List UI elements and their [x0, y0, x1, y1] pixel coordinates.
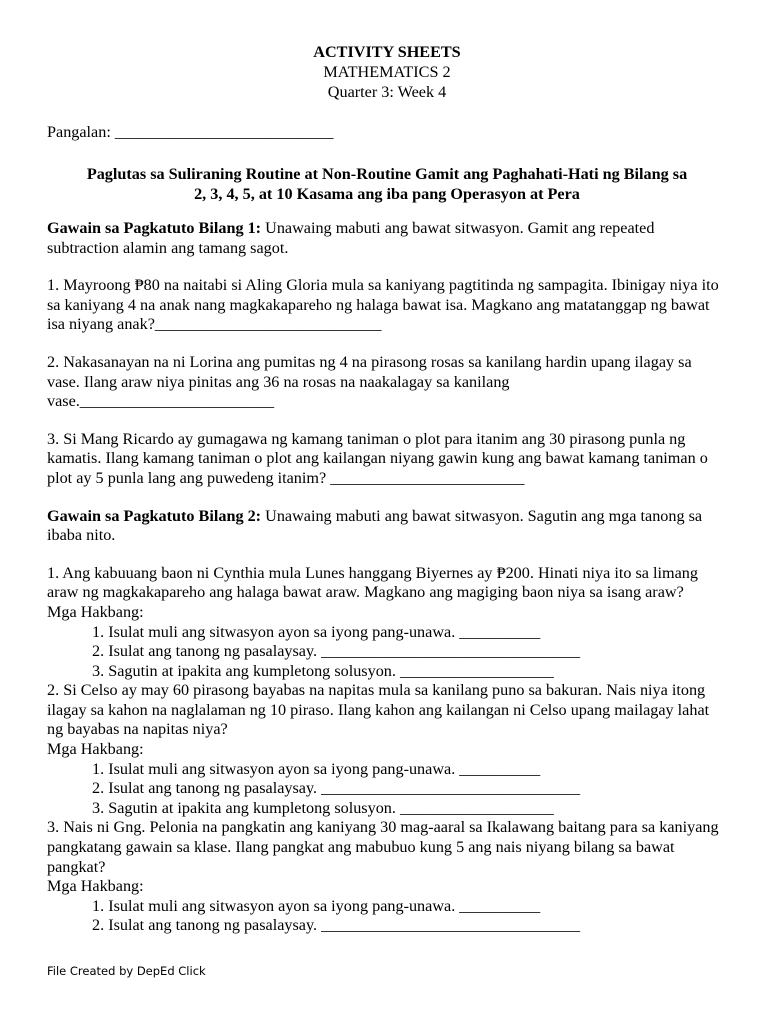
- step-item: 3. Sagutin at ipakita ang kumpletong solusyon. ___________________: [92, 661, 554, 680]
- step-item: 3. Sagutin at ipakita ang kumpletong solusyon. ___________________: [92, 798, 554, 817]
- step-item: 2. Isulat ang tanong ng pasalaysay. ________________________________: [92, 779, 581, 798]
- gawain-2-item-2: [47, 681, 727, 818]
- gawain-1-item-3: 3. Si Mang Ricardo ay gumagawa ng kamang taniman o plot para itanim ang 30 pirasong punla ng kamatis. Ilang kamang taniman o plot ang kailangan niyang gawin kung ang bawat kamang taniman o plot ay 5 punla lang ang puwedeng itanim? ________________________: [47, 429, 708, 487]
- step-item: 1. Isulat muli ang sitwasyon ayon sa iyong pang-unawa. __________: [92, 622, 541, 641]
- steps-label: Mga Hakbang:: [47, 602, 144, 621]
- step-item: 1. Isulat muli ang sitwasyon ayon sa iyong pang-unawa. __________: [92, 759, 541, 778]
- step-item: 2. Isulat ang tanong ng pasalaysay. ________________________________: [92, 916, 581, 935]
- topic-line-2: 2, 3, 4, 5, at 10 Kasama ang iba pang Operasyon at Pera: [194, 185, 580, 203]
- gawain-1-item-1: 1. Mayroong ₱80 na naitabi si Aling Gloria mula sa kaniyang pagtitinda ng sampagita. Ibinigay niya ito sa kaniyang 4 na anak nang magkakapareho ng halaga bawat isa. Magkano ang matatanggap ng bawat isa niyang anak?____________________________: [47, 276, 719, 334]
- gawain-2-text: Unawaing mabuti ang bawat sitwasyon. Sagutin ang mga tanong sa ibaba nito.: [47, 506, 703, 545]
- activity-sheet: [47, 42, 727, 936]
- steps-label: Mga Hakbang:: [47, 740, 144, 759]
- gawain-1-instruction: [47, 219, 727, 258]
- name-field-line: Pangalan: ___________________________: [47, 123, 334, 141]
- problem-text: 3. Nais ni Gng. Pelonia na pangkatin ang kaniyang 30 mag-aaral sa Ikalawang baitang para sa kaniyang pangkatang gawain sa klase. Ilang pangkat ang mabubuo kung 5 ang nais niyang bilang sa bawat pangkat?: [47, 818, 719, 876]
- steps-label: Mga Hakbang:: [47, 877, 144, 896]
- quarter-week: Quarter 3: Week 4: [327, 83, 447, 101]
- gawain-1-label: Gawain sa Pagkatuto Bilang 1:: [47, 219, 262, 237]
- footer-credit: File Created by DepEd Click: [47, 964, 206, 978]
- topic-line-1: Paglutas sa Suliraning Routine at Non-Routine Gamit ang Paghahati-Hati ng Bilang sa: [86, 165, 688, 183]
- problem-text: 2. Si Celso ay may 60 pirasong bayabas na napitas mula sa kanilang puno sa bakuran. Nais niya itong ilagay sa kahon na naglalaman ng 10 piraso. Ilang kahon ang kailangan ni Celso upang mailagay lahat ng bayabas na napitas niya?: [47, 681, 710, 739]
- step-item: 1. Isulat muli ang sitwasyon ayon sa iyong pang-unawa. __________: [92, 896, 541, 915]
- gawain-1-text: Unawaing mabuti ang bawat sitwasyon. Gamit ang repeated subtraction alamin ang tamang sagot.: [47, 219, 655, 257]
- document-title: ACTIVITY SHEETS: [313, 43, 461, 61]
- steps-list: [47, 623, 727, 682]
- problem-text: 1. Ang kabuuang baon ni Cynthia mula Lunes hanggang Biyernes ay ₱200. Hinati niya ito sa limang araw ng magkakapareho ang halaga bawat araw. Magkano ang magiging baon niya sa isang araw?: [47, 563, 698, 602]
- subject-title: MATHEMATICS 2: [323, 63, 451, 81]
- step-item: 2. Isulat ang tanong ng pasalaysay. ________________________________: [92, 642, 581, 661]
- gawain-2-item-3: [47, 818, 727, 936]
- gawain-2-instruction: [47, 507, 727, 546]
- gawain-2-label: Gawain sa Pagkatuto Bilang 2:: [47, 506, 262, 525]
- lesson-topic: [47, 164, 727, 204]
- steps-list: [47, 897, 727, 936]
- gawain-1-item-2: 2. Nakasanayan na ni Lorina ang pumitas ng 4 na pirasong rosas sa kanilang hardin upang ilagay sa vase. Ilang araw niya pinitas ang 36 na rosas na naakalagay sa kanilang vase.________________________: [47, 352, 692, 411]
- document-header: [47, 42, 727, 102]
- gawain-2-item-1: [47, 564, 727, 682]
- steps-list: [47, 760, 727, 819]
